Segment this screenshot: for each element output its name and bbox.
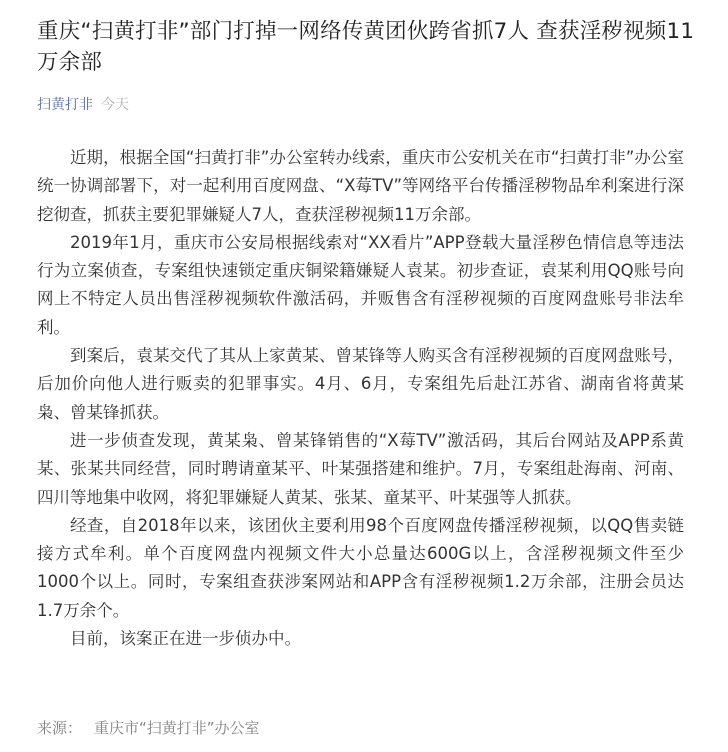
source-value: 重庆市“扫黄打非”办公室 — [94, 719, 260, 737]
paragraph: 目前，该案正在进一步侦办中。 — [70, 629, 301, 649]
article-meta — [37, 94, 698, 116]
paragraph: 经查，自2018年以来，该团伙主要利用98个百度网盘传播淫秽视频，以QQ售卖链接方式牟利。单个百度网盘内视频文件大小总量达600G以上，含淫秽视频文件至少1000个以上。同时，专案组查获涉案网站和APP含有淫秽视频1.2万余部，注册会员达1.7万余个。 — [37, 515, 684, 620]
article-content — [37, 144, 698, 653]
paragraph: 近期，根据全国“扫黄打非”办公室转办线索，重庆市公安机关在市“扫黄打非”办公室统一协调部署下，对一起利用百度网盘、“X莓TV”等网络平台传播淫秽物品牟利案进行深挖彻查，抓获主要犯罪嫌疑人7人，查获淫秽视频11万余部。 — [37, 148, 684, 224]
paragraph: 2019年1月，重庆市公安局根据线索对“XX看片”APP登载大量淫秽色情信息等违法行为立案侦查，专案组快速锁定重庆铜梁籍嫌疑人袁某。初步查证，袁某利用QQ账号向网上不特定人员出售淫秽视频软件激活码，并贩售含有淫秽视频的百度网盘账号非法牟利。 — [37, 232, 684, 337]
publish-time: 今天 — [101, 97, 129, 113]
paragraph: 进一步侦查发现，黄某枭、曾某锋销售的“X莓TV”激活码，其后台网站及APP系黄某、张某共同经营，同时聘请童某平、叶某强搭建和维护。7月，专案组赴海南、河南、四川等地集中收网，将犯罪嫌疑人黄某、张某、童某平、叶某强等人抓获。 — [37, 430, 684, 507]
article-source — [37, 716, 260, 740]
article-title: 重庆“扫黄打非”部门打掉一网络传黄团伙跨省抓7人 查获淫秽视频11万余部 — [37, 19, 695, 75]
account-name-link[interactable]: 扫黄打非 — [37, 97, 93, 113]
source-label: 来源： — [37, 719, 83, 737]
paragraph: 到案后，袁某交代了其从上家黄某、曾某锋等人购买含有淫秽视频的百度网盘账号，后加价向他人进行贩卖的犯罪事实。4月、6月，专案组先后赴江苏省、湖南省将黄某枭、曾某锋抓获。 — [37, 346, 684, 422]
